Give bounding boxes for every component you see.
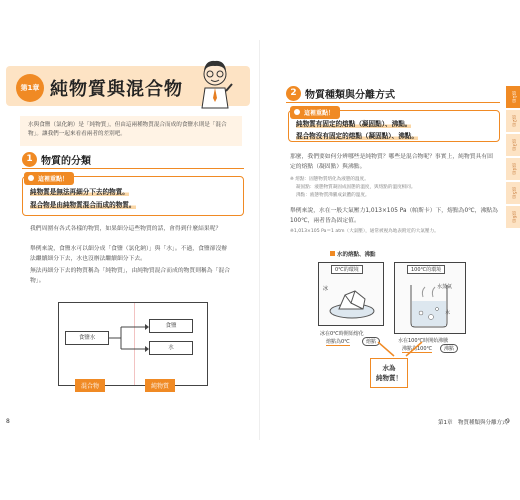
paragraph: 無法再細分下去的物質稱為「純物質」，由純物質混合而成的物質則稱為「混合物」。: [30, 268, 230, 284]
paragraph: 舉例來說，食鹽水可以細分成「食鹽（氯化鈉）」與「水」。不過，食鹽卻沒辦法繼續細分下去，水也沒辦法繼續細分下去。: [30, 246, 228, 262]
chapter-badge: 第1章: [16, 74, 44, 102]
diagram-output-box: 水: [149, 341, 193, 355]
figure-panel-boiling: [394, 262, 466, 334]
classification-diagram: [58, 302, 208, 390]
section-2-heading: [286, 86, 395, 101]
figure-title: 水的熔點、沸點: [330, 250, 376, 258]
footnote: 沸點：液態物質沸騰成氣體的溫度。: [296, 193, 370, 198]
paragraph: 我們周圍有各式各樣的物質，如果細分這些物質的話，會得到什麼結果呢？: [30, 226, 222, 232]
side-tab[interactable]: 第3章: [506, 134, 520, 156]
melting-point-badge: 熔點: [362, 337, 380, 346]
boiling-point-badge: 沸點: [440, 344, 458, 353]
running-footer: 第1章 物質種類與分離方式: [438, 420, 508, 426]
conclusion-line: 純物質！: [376, 374, 402, 382]
environment-label: 100℃的環境: [407, 265, 445, 274]
key-point-tag: 這裡重點！: [24, 172, 74, 185]
figure-caption: 熔點為0℃: [326, 339, 350, 345]
label-pure-substance: 純物質: [145, 379, 175, 392]
figure-panel-ice: [318, 262, 384, 326]
chapter-title: 純物質與混合物: [50, 79, 183, 100]
key-point-tag: 這裡重點！: [290, 106, 340, 119]
melting-ice-icon: [327, 281, 377, 321]
section-title: 物質種類與分離方式: [305, 90, 395, 101]
figure-caption: 水在100℃時開始沸騰: [398, 338, 449, 344]
side-tab[interactable]: 第5章: [506, 182, 520, 204]
diagram-source-box: 食鹽水: [65, 331, 109, 345]
figure-label: 水: [445, 310, 451, 316]
arrows-to-conclusion: [376, 340, 426, 360]
footnote: ※1,013×105 Pa＝1 atm（大氣壓），通常被視為地表附近的大氣壓力。: [290, 229, 439, 234]
side-tab[interactable]: 第4章: [506, 158, 520, 180]
key-point-2: 混合物沒有固定的熔點（凝固點）、沸點。: [296, 132, 418, 140]
key-point-1: 純物質是無法再細分下去的物質。: [30, 188, 129, 196]
key-point-1: 純物質有固定的熔點（凝固點）、沸點。: [296, 120, 412, 128]
paragraph: 那麼，我們要如何分辨哪些是純物質？哪些是混合物呢？事實上，純物質具有固定的熔點（凝固點）與沸點。: [290, 154, 493, 170]
section-1-heading: [22, 152, 91, 167]
section-underline: [286, 102, 500, 103]
environment-label: 0℃的環境: [331, 265, 363, 274]
paragraph: 舉例來說，水在一般大氣壓力1,013×105 Pa（帕斯卡）下，熔點為0℃，沸點為100℃，兩者皆為固定值。: [290, 208, 498, 224]
diagram-output-box: 食鹽: [149, 319, 193, 333]
chapter-intro: 水與食鹽（氯化鈉）是「純物質」，但由這兩種物質混合而成的食鹽水則是「混合物」。讓我們一起來看看兩者的差別吧。: [20, 116, 242, 146]
figure-label: 水蒸氣: [437, 284, 453, 290]
page-number: 8: [6, 418, 10, 425]
section-number: 2: [286, 86, 301, 101]
chapter-side-tabs: [506, 86, 520, 230]
page-number: 9: [506, 418, 510, 425]
diagram-arrows: [109, 319, 149, 359]
figure-label: 冰: [323, 286, 329, 292]
footnote: ※ 熔點：固態物質熔化為液態的溫度。: [290, 177, 369, 182]
figure-caption: 沸點為100℃: [402, 346, 433, 352]
key-point-2: 混合物是由純物質混合而成的物質。: [30, 201, 136, 209]
conclusion-box: [370, 358, 408, 388]
conclusion-line: 水為: [382, 364, 396, 372]
section-number: 1: [22, 152, 37, 167]
side-tab[interactable]: 第1章: [506, 86, 520, 108]
side-tab[interactable]: 第6章: [506, 206, 520, 228]
section-title: 物質的分類: [41, 156, 91, 167]
footnote: 凝固點：液態物質凝固成固態的溫度，與熔點的溫度相同。: [296, 185, 416, 190]
side-tab[interactable]: 第2章: [506, 110, 520, 132]
professor-mascot-icon: [196, 58, 234, 110]
label-mixture: 混合物: [75, 379, 105, 392]
section-underline: [22, 168, 244, 169]
figure-caption: 冰在0℃時開始熔化: [320, 331, 364, 337]
